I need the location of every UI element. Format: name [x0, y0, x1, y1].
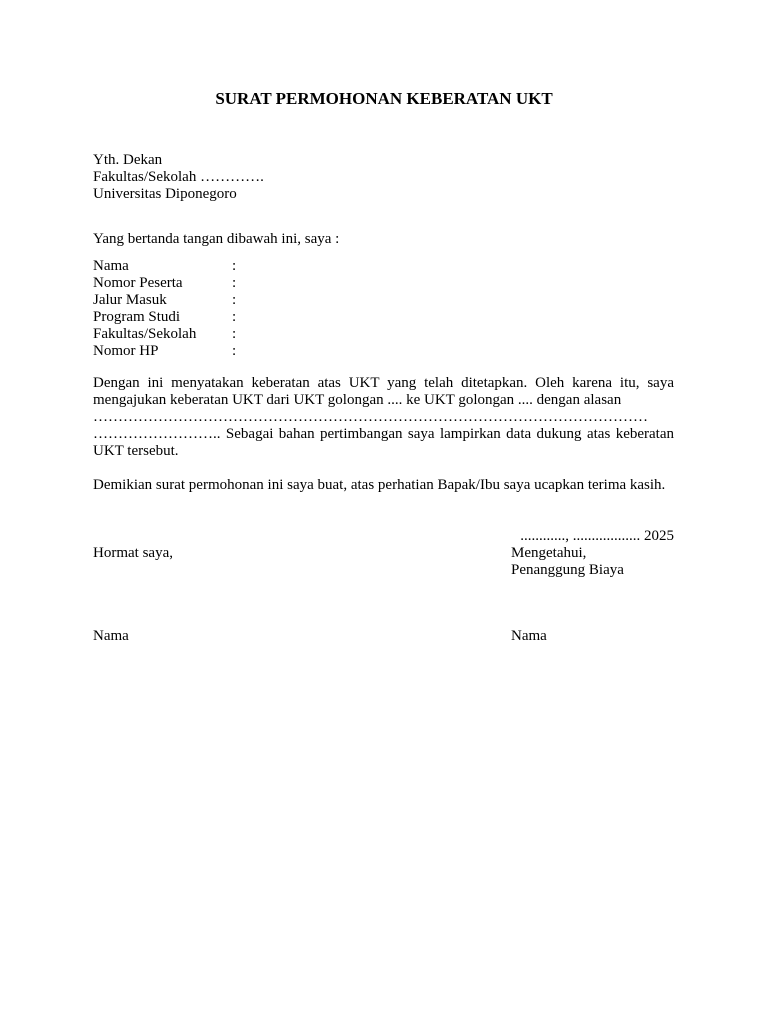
- field-label: Fakultas/Sekolah: [93, 326, 197, 342]
- addressee-line-2: Fakultas/Sekolah ………….: [93, 169, 264, 185]
- field-label: Program Studi: [93, 309, 181, 325]
- signature-right-block: [511, 545, 624, 579]
- addressee-line-3: Universitas Diponegoro: [93, 186, 237, 202]
- intro-text: Yang bertanda tangan dibawah ini, saya :: [93, 231, 340, 247]
- field-label: Nomor Peserta: [93, 275, 183, 291]
- field-colon: :: [232, 292, 237, 308]
- field-colon: :: [232, 275, 237, 291]
- field-row-jalur-masuk: [93, 292, 242, 309]
- addressee-line-1: Yth. Dekan: [93, 152, 163, 168]
- signature-left-name: Nama: [93, 628, 129, 644]
- statement-text-2: …………………….. Sebagai bahan pertimbangan saya lampirkan data dukung atas keberatan UKT tersebut.: [93, 426, 674, 459]
- identity-fields: [93, 258, 242, 360]
- field-row-program-studi: [93, 309, 242, 326]
- field-row-nomor-peserta: [93, 275, 242, 292]
- field-colon: :: [232, 343, 237, 359]
- statement-paragraph: [93, 375, 674, 460]
- date-line: ............, .................. 2025: [520, 528, 674, 544]
- field-row-nama: [93, 258, 242, 275]
- signature-left-label: Hormat saya,: [93, 545, 173, 561]
- field-row-fakultas-sekolah: [93, 326, 242, 343]
- signature-right-label-2: Penanggung Biaya: [511, 562, 624, 578]
- signature-right-name: Nama: [511, 628, 547, 644]
- field-label: Nama: [93, 258, 129, 274]
- statement-dotted-line: …………………………………………………………………………………………………: [93, 409, 648, 425]
- field-colon: :: [232, 326, 237, 342]
- field-colon: :: [232, 309, 237, 325]
- field-row-nomor-hp: [93, 343, 242, 360]
- closing-paragraph: Demikian surat permohonan ini saya buat, atas perhatian Bapak/Ibu saya ucapkan terima kasih.: [93, 477, 666, 493]
- addressee-block: [93, 152, 264, 203]
- field-label: Nomor HP: [93, 343, 159, 359]
- letter-title: SURAT PERMOHONAN KEBERATAN UKT: [215, 89, 553, 108]
- signature-right-label-1: Mengetahui,: [511, 545, 587, 561]
- field-colon: :: [232, 258, 237, 274]
- statement-text-1: Dengan ini menyatakan keberatan atas UKT yang telah ditetapkan. Oleh karena itu, saya mengajukan keberatan UKT dari UKT golongan .... ke UKT golongan .... dengan alasan: [93, 375, 674, 408]
- field-label: Jalur Masuk: [93, 292, 167, 308]
